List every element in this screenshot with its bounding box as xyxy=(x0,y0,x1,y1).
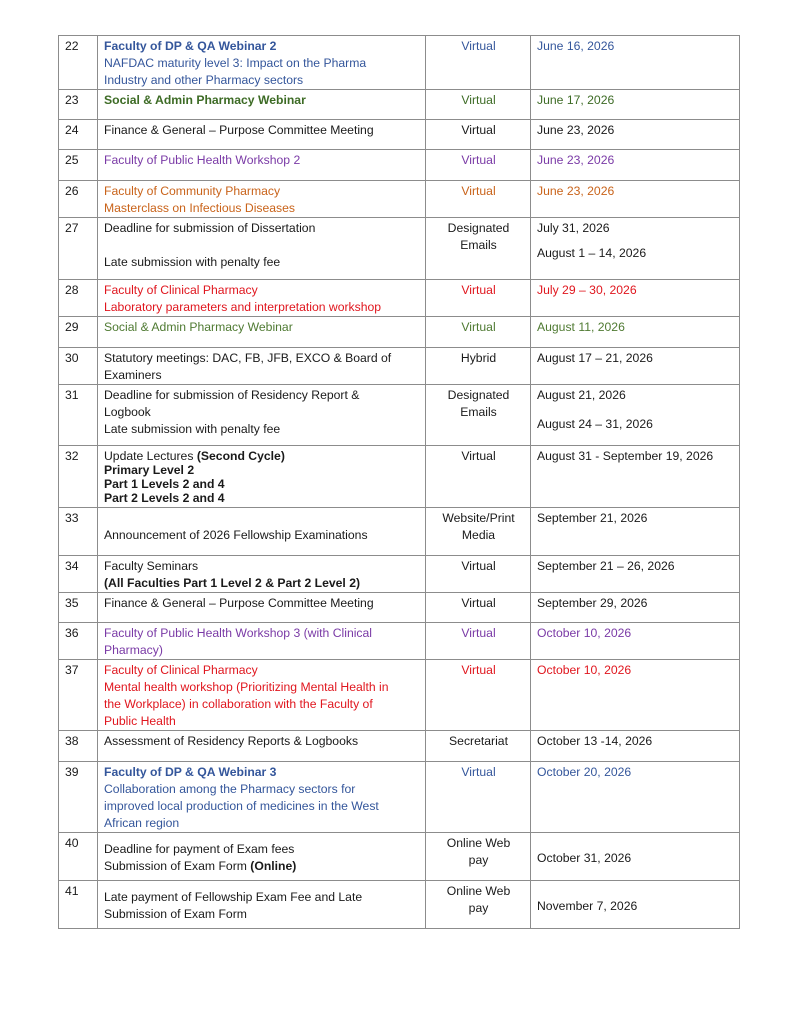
row-number: 39 xyxy=(59,762,98,833)
event-venue: Virtual xyxy=(426,762,531,833)
event-date: October 20, 2026 xyxy=(531,762,740,833)
event-date: June 23, 2026 xyxy=(531,181,740,218)
event-description: Announcement of 2026 Fellowship Examinations xyxy=(98,508,426,556)
event-date: September 29, 2026 xyxy=(531,593,740,623)
event-venue: Virtual xyxy=(426,593,531,623)
event-venue: Designated Emails xyxy=(426,218,531,280)
event-venue: Virtual xyxy=(426,280,531,317)
event-description: Late payment of Fellowship Exam Fee and Late Submission of Exam Form xyxy=(98,881,426,929)
row-number: 29 xyxy=(59,317,98,348)
row-number: 40 xyxy=(59,833,98,881)
row-number: 33 xyxy=(59,508,98,556)
event-date: October 10, 2026 xyxy=(531,660,740,731)
table-row xyxy=(59,556,740,593)
event-date: October 13 -14, 2026 xyxy=(531,731,740,762)
event-venue: Secretariat xyxy=(426,731,531,762)
event-date: July 31, 2026 August 1 – 14, 2026 xyxy=(531,218,740,280)
event-venue: Virtual xyxy=(426,556,531,593)
event-venue: Website/Print Media xyxy=(426,508,531,556)
table-row xyxy=(59,446,740,508)
table-row xyxy=(59,623,740,660)
event-description: Faculty of Clinical Pharmacy Laboratory parameters and interpretation workshop xyxy=(98,280,426,317)
table-row xyxy=(59,833,740,881)
row-number: 31 xyxy=(59,385,98,446)
table-row xyxy=(59,218,740,280)
table-row xyxy=(59,660,740,731)
event-description: Social & Admin Pharmacy Webinar xyxy=(98,90,426,120)
event-date: June 23, 2026 xyxy=(531,150,740,181)
event-date: June 17, 2026 xyxy=(531,90,740,120)
schedule-table xyxy=(58,35,740,929)
event-venue: Online Web pay xyxy=(426,833,531,881)
event-venue: Designated Emails xyxy=(426,385,531,446)
event-date: November 7, 2026 xyxy=(531,881,740,929)
event-venue: Virtual xyxy=(426,446,531,508)
event-venue: Online Web pay xyxy=(426,881,531,929)
row-number: 22 xyxy=(59,36,98,90)
table-row xyxy=(59,881,740,929)
event-venue: Virtual xyxy=(426,150,531,181)
row-number: 32 xyxy=(59,446,98,508)
event-date: June 23, 2026 xyxy=(531,120,740,150)
event-date: July 29 – 30, 2026 xyxy=(531,280,740,317)
event-venue: Virtual xyxy=(426,623,531,660)
row-number: 26 xyxy=(59,181,98,218)
event-venue: Hybrid xyxy=(426,348,531,385)
event-description: Deadline for submission of Residency Report & Logbook Late submission with penalty fee xyxy=(98,385,426,446)
row-number: 24 xyxy=(59,120,98,150)
table-row xyxy=(59,317,740,348)
event-description: Faculty of Public Health Workshop 3 (with Clinical Pharmacy) xyxy=(98,623,426,660)
table-row xyxy=(59,181,740,218)
event-description: Assessment of Residency Reports & Logbooks xyxy=(98,731,426,762)
event-date: September 21 – 26, 2026 xyxy=(531,556,740,593)
event-description: Finance & General – Purpose Committee Meeting xyxy=(98,593,426,623)
table-row xyxy=(59,593,740,623)
event-description: Social & Admin Pharmacy Webinar xyxy=(98,317,426,348)
event-date: August 17 – 21, 2026 xyxy=(531,348,740,385)
event-description: Finance & General – Purpose Committee Meeting xyxy=(98,120,426,150)
event-venue: Virtual xyxy=(426,660,531,731)
table-row xyxy=(59,36,740,90)
row-number: 38 xyxy=(59,731,98,762)
table-row xyxy=(59,90,740,120)
event-venue: Virtual xyxy=(426,317,531,348)
event-date: September 21, 2026 xyxy=(531,508,740,556)
row-number: 34 xyxy=(59,556,98,593)
table-row xyxy=(59,280,740,317)
row-number: 23 xyxy=(59,90,98,120)
event-description: Faculty of Public Health Workshop 2 xyxy=(98,150,426,181)
event-description: Faculty of Community Pharmacy Masterclass on Infectious Diseases xyxy=(98,181,426,218)
event-description: Statutory meetings: DAC, FB, JFB, EXCO & Board of Examiners xyxy=(98,348,426,385)
event-venue: Virtual xyxy=(426,36,531,90)
row-number: 37 xyxy=(59,660,98,731)
event-venue: Virtual xyxy=(426,90,531,120)
event-date: August 21, 2026 August 24 – 31, 2026 xyxy=(531,385,740,446)
row-number: 28 xyxy=(59,280,98,317)
event-venue: Virtual xyxy=(426,181,531,218)
row-number: 27 xyxy=(59,218,98,280)
row-number: 30 xyxy=(59,348,98,385)
table-row xyxy=(59,731,740,762)
event-date: October 10, 2026 xyxy=(531,623,740,660)
row-number: 41 xyxy=(59,881,98,929)
row-number: 25 xyxy=(59,150,98,181)
table-row xyxy=(59,385,740,446)
event-description: Faculty of Clinical Pharmacy Mental health workshop (Prioritizing Mental Health in the Workplace) in collaboration with the Faculty of Public Health xyxy=(98,660,426,731)
event-description: Update Lectures (Second Cycle) Primary Level 2 Part 1 Levels 2 and 4 Part 2 Levels 2 and 4 xyxy=(98,446,426,508)
event-date: August 31 - September 19, 2026 xyxy=(531,446,740,508)
event-description: Faculty of DP & QA Webinar 3 Collaboration among the Pharmacy sectors for improved local production of medicines in the West African region xyxy=(98,762,426,833)
event-description: Faculty Seminars (All Faculties Part 1 Level 2 & Part 2 Level 2) xyxy=(98,556,426,593)
event-date: August 11, 2026 xyxy=(531,317,740,348)
table-row xyxy=(59,762,740,833)
event-date: June 16, 2026 xyxy=(531,36,740,90)
row-number: 36 xyxy=(59,623,98,660)
event-description: Deadline for submission of Dissertation Late submission with penalty fee xyxy=(98,218,426,280)
table-row xyxy=(59,150,740,181)
event-description: Faculty of DP & QA Webinar 2 NAFDAC maturity level 3: Impact on the Pharma Industry and other Pharmacy sectors xyxy=(98,36,426,90)
table-row xyxy=(59,120,740,150)
event-description: Deadline for payment of Exam fees Submission of Exam Form (Online) xyxy=(98,833,426,881)
event-venue: Virtual xyxy=(426,120,531,150)
row-number: 35 xyxy=(59,593,98,623)
table-row xyxy=(59,348,740,385)
table-row xyxy=(59,508,740,556)
event-date: October 31, 2026 xyxy=(531,833,740,881)
